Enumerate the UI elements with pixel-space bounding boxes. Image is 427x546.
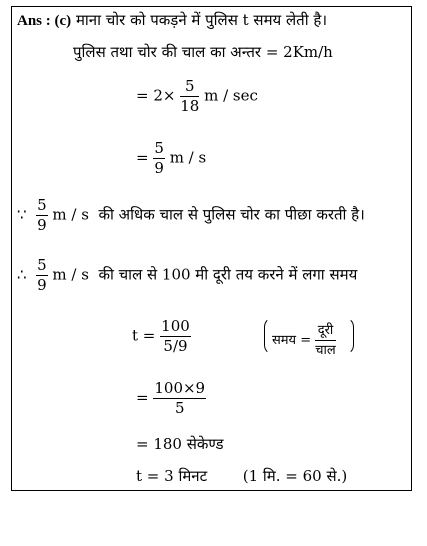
seconds-result-text: = 180 सेकेण्ड [136, 435, 224, 453]
minute-conversion-note: (1 मि. = 60 से.) [242, 467, 348, 485]
conversion-unit: m / sec [204, 86, 258, 105]
answer-line-1 [17, 11, 327, 30]
time-denominator: 5/9 [163, 337, 188, 355]
time-lhs: t = [132, 326, 156, 345]
conversion-fraction [180, 78, 199, 115]
speed-difference-line [73, 43, 333, 61]
conversion-lhs: = 2× [136, 86, 176, 105]
because-line [17, 197, 365, 234]
formula-fraction [315, 322, 335, 359]
formula-note [272, 322, 336, 359]
formula-lhs: समय = [272, 333, 312, 348]
therefore-denominator: 9 [37, 276, 47, 294]
simplified-numerator: 5 [154, 139, 164, 157]
minutes-result [136, 467, 347, 485]
calc-equation [136, 380, 206, 417]
speed-difference-text: पुलिस तथा चोर की चाल का अन्तर = 2Km/h [73, 43, 333, 61]
formula-denominator: चाल [315, 343, 336, 358]
minutes-result-text: t = 3 मिनट [136, 467, 208, 485]
conversion-denominator: 18 [180, 97, 200, 115]
simplified-fraction [153, 140, 165, 177]
because-unit: m / s [52, 205, 89, 224]
simplified-denominator: 9 [154, 159, 164, 177]
therefore-line [17, 257, 357, 294]
simplified-unit: m / s [169, 148, 207, 167]
simplified-equation [136, 140, 206, 177]
therefore-symbol: ∴ [17, 265, 27, 284]
formula-numerator: दूरी [315, 322, 335, 341]
therefore-numerator: 5 [37, 256, 47, 274]
therefore-text: की चाल से 100 मी दूरी तय करने में लगा समय [98, 265, 358, 284]
time-equation [132, 318, 191, 355]
conversion-numerator: 5 [180, 78, 199, 97]
calc-fraction [153, 380, 206, 417]
calc-numerator: 100×9 [154, 379, 206, 397]
seconds-result [136, 435, 224, 453]
calc-lhs: = [136, 388, 149, 407]
conversion-equation [136, 78, 258, 115]
assumption-text: माना चोर को पकड़ने में पुलिस t समय लेती है। [75, 11, 328, 29]
because-denominator: 9 [37, 216, 47, 234]
simplified-lhs: = [136, 148, 149, 167]
because-numerator: 5 [37, 196, 47, 214]
calc-denominator: 5 [174, 399, 185, 417]
time-numerator: 100 [161, 317, 190, 335]
answer-label: Ans : (c) [17, 13, 72, 29]
therefore-unit: m / s [52, 265, 89, 284]
because-symbol: ∵ [17, 205, 27, 224]
therefore-fraction [36, 257, 48, 294]
because-text: की अधिक चाल से पुलिस चोर का पीछा करती है। [98, 205, 365, 224]
time-fraction [160, 318, 191, 355]
because-fraction [36, 197, 48, 234]
